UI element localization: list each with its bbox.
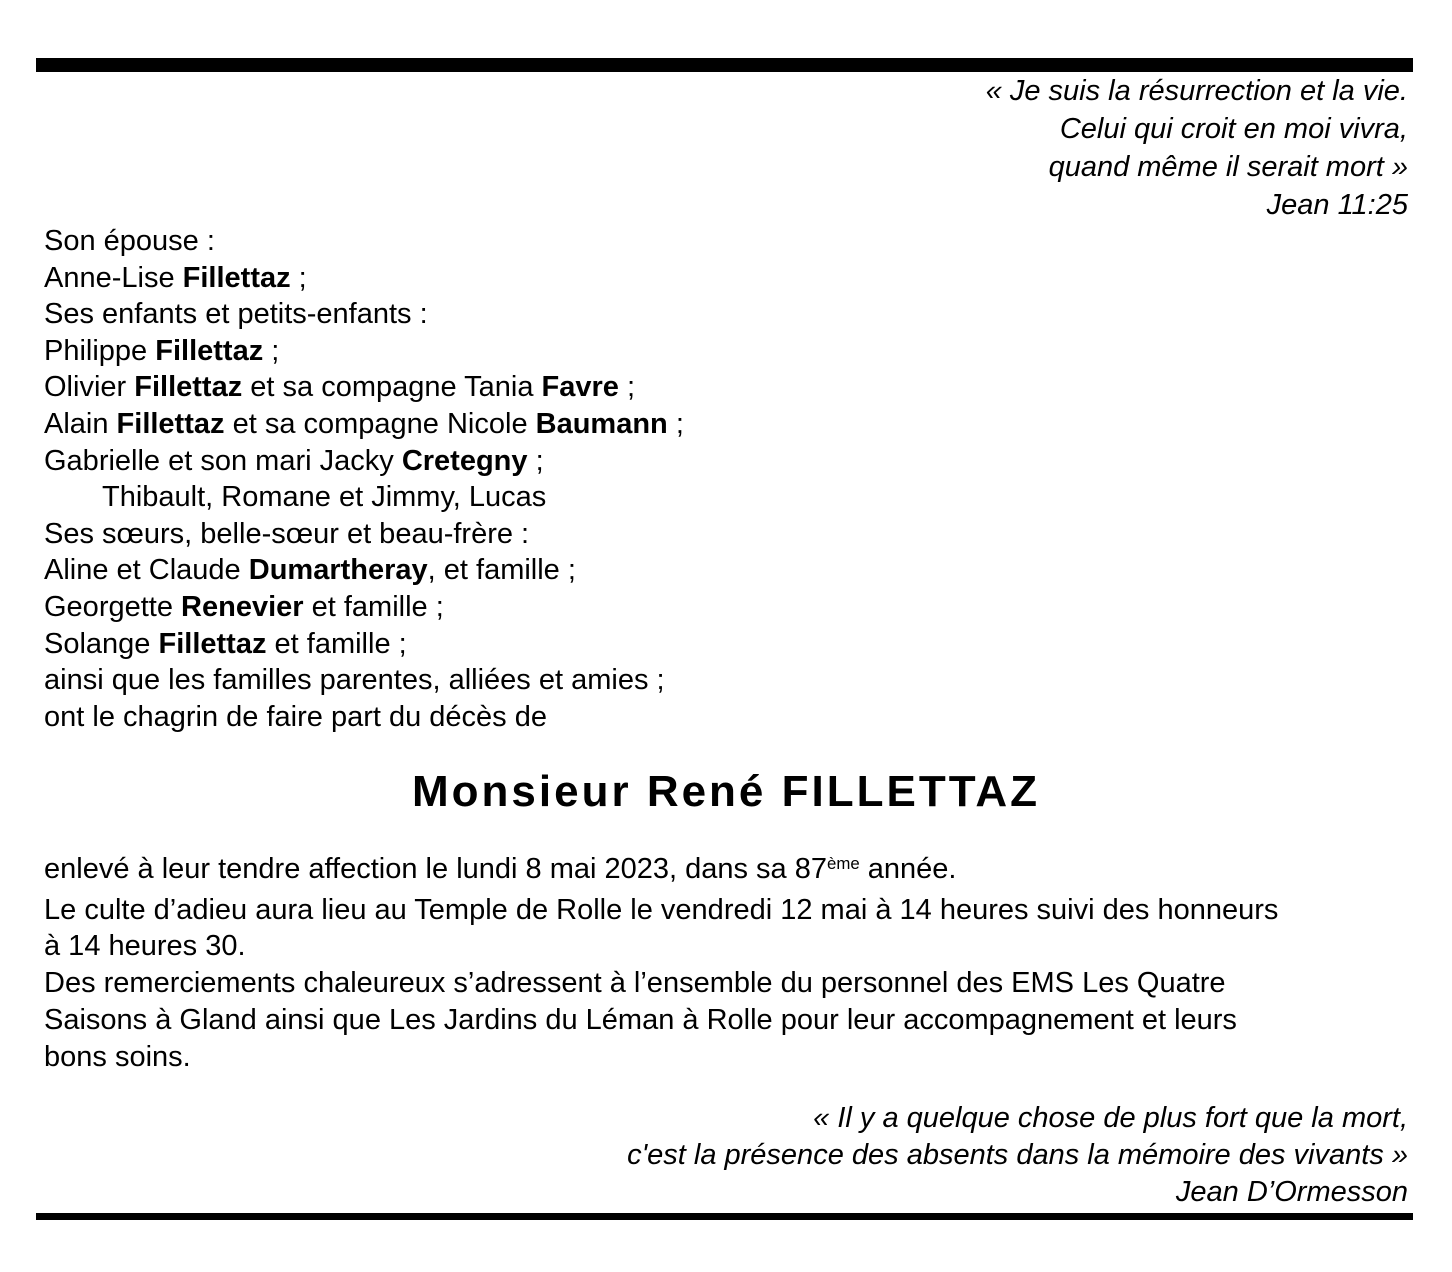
text-line: Ses sœurs, belle-sœur et beau-frère : bbox=[44, 517, 530, 550]
announcement-body bbox=[44, 851, 1278, 1075]
scripture-quote-attribution: Jean 11:25 bbox=[1266, 189, 1408, 221]
text-line: Anne-Lise Fillettaz ; bbox=[44, 261, 307, 294]
text-line: Olivier Fillettaz et sa compagne Tania Favre ; bbox=[44, 371, 636, 404]
closing-quote-attribution: Jean D’Ormesson bbox=[1175, 1176, 1408, 1208]
closing-quote bbox=[627, 1100, 1408, 1211]
deceased-name: Monsieur René FILLETTAZ bbox=[412, 767, 1040, 816]
text-line: Solange Fillettaz et famille ; bbox=[44, 627, 407, 660]
text-line: Le culte d’adieu aura lieu au Temple de Rolle le vendredi 12 mai à 14 heures suivi des honneurs bbox=[44, 893, 1279, 926]
text-line: Ses enfants et petits-enfants : bbox=[44, 298, 428, 331]
family-list bbox=[44, 223, 684, 735]
text-line: enlevé à leur tendre affection le lundi 8 mai 2023, dans sa 87ème année. bbox=[44, 853, 957, 885]
scripture-quote-lines bbox=[986, 72, 1408, 186]
text-line: à 14 heures 30. bbox=[44, 930, 246, 963]
text-line: Gabrielle et son mari Jacky Cretegny ; bbox=[44, 444, 544, 477]
top-rule bbox=[36, 58, 1413, 72]
text-line: Aline et Claude Dumartheray, et famille ; bbox=[44, 554, 576, 587]
text-line: Des remerciements chaleureux s’adressent à l’ensemble du personnel des EMS Les Quatre bbox=[44, 967, 1226, 1000]
text-line: « Il y a quelque chose de plus fort que la mort, bbox=[813, 1102, 1408, 1134]
text-line: ont le chagrin de faire part du décès de bbox=[44, 700, 547, 733]
text-line: « Je suis la résurrection et la vie. bbox=[985, 75, 1408, 107]
text-line: Philippe Fillettaz ; bbox=[44, 334, 280, 367]
text-line: ainsi que les familles parentes, alliées et amies ; bbox=[44, 664, 665, 697]
closing-quote-lines bbox=[627, 1100, 1408, 1174]
text-line: Alain Fillettaz et sa compagne Nicole Baumann ; bbox=[44, 407, 684, 440]
text-line: Georgette Renevier et famille ; bbox=[44, 590, 444, 623]
text-line: quand même il serait mort » bbox=[1048, 151, 1408, 183]
text-line: Saisons à Gland ainsi que Les Jardins du Léman à Rolle pour leur accompagnement et leurs bbox=[44, 1003, 1237, 1036]
scripture-quote bbox=[986, 72, 1408, 224]
bottom-rule bbox=[36, 1213, 1413, 1220]
text-line: c'est la présence des absents dans la mémoire des vivants » bbox=[627, 1139, 1408, 1171]
text-line: Celui qui croit en moi vivra, bbox=[1059, 113, 1408, 145]
text-line: bons soins. bbox=[44, 1040, 191, 1073]
text-line: Son épouse : bbox=[44, 225, 215, 257]
text-line: Thibault, Romane et Jimmy, Lucas bbox=[102, 481, 547, 514]
